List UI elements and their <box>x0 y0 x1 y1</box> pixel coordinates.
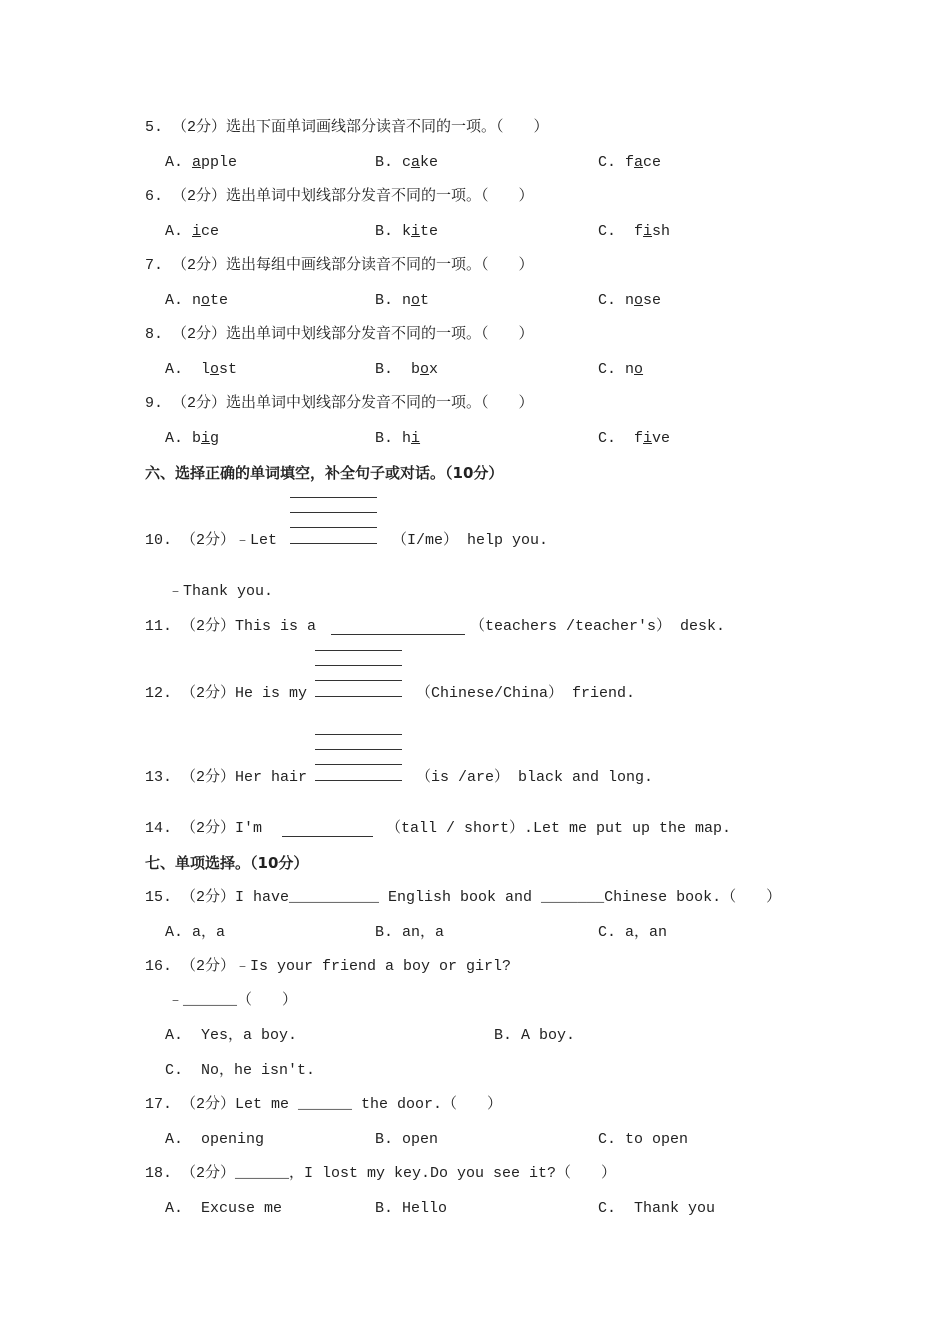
option-a[interactable]: A. Excuse me <box>165 1200 283 1217</box>
question-10-text: 10. （2分）﹣Let <box>145 532 278 549</box>
question-10-hint: （I/me） help you. <box>392 532 549 549</box>
word-part: se <box>643 292 662 309</box>
word-part: ke <box>420 154 439 171</box>
word-part: te <box>210 292 229 309</box>
question-10-reply: ﹣Thank you. <box>168 583 274 600</box>
option-label: C. <box>598 361 626 378</box>
option-label: A. <box>165 154 193 171</box>
underlined-letter: a <box>634 154 644 171</box>
underlined-letter: o <box>634 292 644 309</box>
option-a[interactable]: A. Yes，a boy. <box>165 1027 298 1044</box>
word-part: f <box>625 154 635 171</box>
blank-line <box>315 680 402 681</box>
underlined-letter: o <box>201 292 211 309</box>
answer-blank-13[interactable] <box>315 780 402 781</box>
word-part: pple <box>201 154 238 171</box>
word-part: f <box>634 223 644 240</box>
option-a[interactable] <box>165 429 219 449</box>
word-part: st <box>219 361 238 378</box>
option-c[interactable] <box>598 222 670 242</box>
word-part: k <box>402 223 412 240</box>
question-16-text: 16. （2分）﹣Is your friend a boy or girl? <box>145 958 512 975</box>
question-5-text: 5. （2分）选出下面单词画线部分读音不同的一项。（ ） <box>145 119 549 136</box>
question-12-hint: （Chinese/China） friend. <box>416 685 636 702</box>
word-part: b <box>192 430 202 447</box>
option-b[interactable] <box>375 222 438 242</box>
word-part: f <box>634 430 644 447</box>
option-label: C. <box>598 223 635 240</box>
option-label: B. <box>375 292 403 309</box>
option-c[interactable] <box>598 429 670 449</box>
option-c[interactable] <box>598 153 661 173</box>
underlined-letter: i <box>411 430 421 447</box>
option-label: B. <box>375 430 403 447</box>
question-18-text: 18. （2分）______，I lost my key.Do you see it?（ ） <box>145 1165 617 1182</box>
answer-blank-12[interactable] <box>315 696 402 697</box>
question-17-text: 17. （2分）Let me ______ the door.（ ） <box>145 1096 503 1113</box>
option-label: B. <box>375 361 412 378</box>
question-15-text: 15. （2分）I have__________ English book and _______Chinese book.（ ） <box>145 889 782 906</box>
option-a[interactable] <box>165 222 219 242</box>
option-b[interactable] <box>375 291 429 311</box>
underlined-letter: a <box>192 154 202 171</box>
blank-line <box>315 665 402 666</box>
underlined-letter: o <box>634 361 644 378</box>
option-c[interactable]: C. Thank you <box>598 1200 716 1217</box>
word-part: te <box>420 223 439 240</box>
underlined-letter: i <box>201 430 211 447</box>
option-a[interactable] <box>165 291 228 311</box>
answer-blank-11[interactable] <box>331 634 465 635</box>
option-c[interactable] <box>598 291 661 311</box>
underlined-letter: i <box>643 223 653 240</box>
word-part: x <box>429 361 439 378</box>
option-b[interactable] <box>375 153 438 173</box>
word-part: n <box>625 361 635 378</box>
question-6-text: 6. （2分）选出单词中划线部分发音不同的一项。（ ） <box>145 188 534 205</box>
option-label: B. <box>375 154 403 171</box>
option-b[interactable]: B. an，a <box>375 924 445 941</box>
underlined-letter: i <box>192 223 202 240</box>
option-label: C. <box>598 430 635 447</box>
question-11-hint: （teachers /teacher's） desk. <box>470 618 726 635</box>
underlined-letter: i <box>411 223 421 240</box>
blank-line <box>315 650 402 651</box>
section-6-heading: 六、选择正确的单词填空，补全句子或对话。（10分） <box>145 464 504 482</box>
question-13-text: 13. （2分）Her hair <box>145 769 308 786</box>
word-part: sh <box>652 223 671 240</box>
option-label: A. <box>165 361 202 378</box>
question-14-hint: （tall / short）.Let me put up the map. <box>386 820 732 837</box>
word-part: ce <box>643 154 662 171</box>
word-part: c <box>402 154 412 171</box>
question-7-text: 7. （2分）选出每组中画线部分读音不同的一项。（ ） <box>145 257 534 274</box>
option-label: A. <box>165 292 193 309</box>
question-11-text: 11. （2分）This is a <box>145 618 317 635</box>
underlined-letter: o <box>420 361 430 378</box>
underlined-letter: a <box>411 154 421 171</box>
question-8-text: 8. （2分）选出单词中划线部分发音不同的一项。（ ） <box>145 326 534 343</box>
underlined-letter: i <box>643 430 653 447</box>
underlined-letter: o <box>411 292 421 309</box>
answer-blank-10[interactable] <box>290 543 377 544</box>
question-12-text: 12. （2分）He is my <box>145 685 308 702</box>
blank-line <box>315 764 402 765</box>
word-part: n <box>192 292 202 309</box>
word-part: n <box>625 292 635 309</box>
blank-line <box>315 734 402 735</box>
option-b[interactable] <box>375 360 438 380</box>
word-part: g <box>210 430 220 447</box>
word-part: b <box>411 361 421 378</box>
option-b[interactable]: B. open <box>375 1131 439 1148</box>
option-label: A. <box>165 430 193 447</box>
blank-line <box>290 527 377 528</box>
answer-blank-14[interactable] <box>282 836 373 837</box>
section-7-heading: 七、单项选择。（10分） <box>145 854 309 872</box>
option-c[interactable] <box>598 360 643 380</box>
option-a[interactable]: A. opening <box>165 1131 265 1148</box>
option-a[interactable] <box>165 360 237 380</box>
word-part: n <box>402 292 412 309</box>
option-label: A. <box>165 223 193 240</box>
option-a[interactable] <box>165 153 237 173</box>
option-c[interactable]: C. No，he isn't. <box>165 1062 316 1079</box>
option-c[interactable]: C. to open <box>598 1131 689 1148</box>
question-13-hint: （is /are） black and long. <box>416 769 654 786</box>
word-part: ce <box>201 223 220 240</box>
word-part: ve <box>652 430 671 447</box>
option-label: B. <box>375 223 403 240</box>
option-b[interactable] <box>375 429 420 449</box>
option-b[interactable]: B. A boy. <box>494 1027 576 1044</box>
option-label: C. <box>598 292 626 309</box>
option-a[interactable]: A. a，a <box>165 924 226 941</box>
option-c[interactable]: C. a，an <box>598 924 668 941</box>
blank-line <box>290 497 377 498</box>
question-16-line2: ﹣______（ ） <box>168 992 298 1009</box>
word-part: h <box>402 430 412 447</box>
word-part: t <box>420 292 430 309</box>
question-9-text: 9. （2分）选出单词中划线部分发音不同的一项。（ ） <box>145 395 534 412</box>
question-14-text: 14. （2分）I'm <box>145 820 263 837</box>
underlined-letter: o <box>210 361 220 378</box>
option-label: C. <box>598 154 626 171</box>
word-part: l <box>201 361 211 378</box>
blank-line <box>290 512 377 513</box>
option-b[interactable]: B. Hello <box>375 1200 448 1217</box>
blank-line <box>315 749 402 750</box>
